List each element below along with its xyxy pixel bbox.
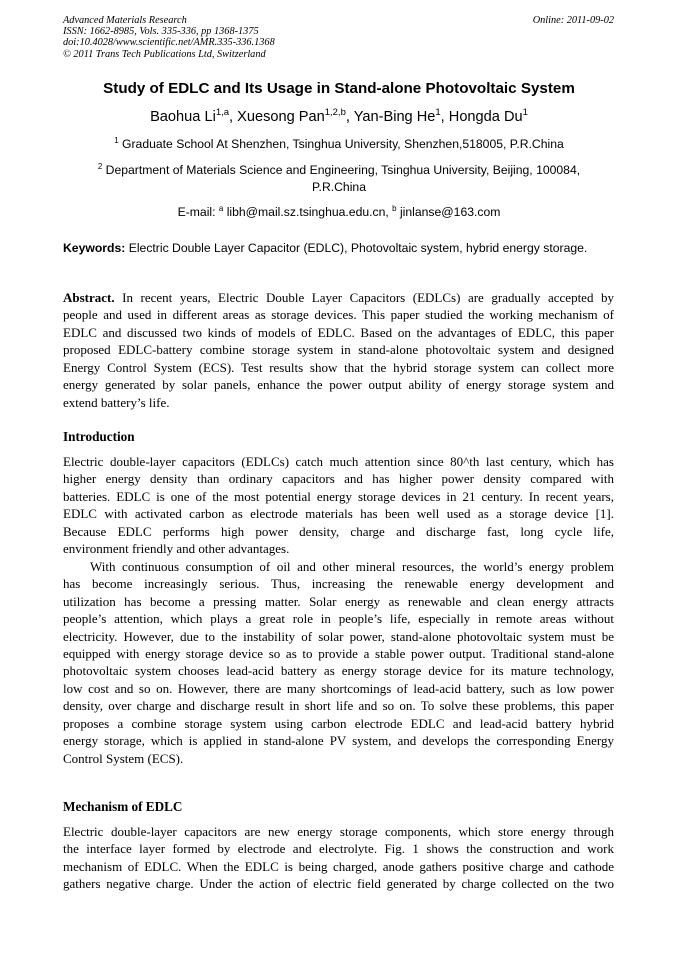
text-line: energy generated by solar panels, enhance the power output ability of energy storage system and (63, 377, 614, 393)
text-line: Electric double-layer capacitors (EDLCs) catch much attention since 80^th last century, which has (63, 454, 614, 469)
affiliation-text-cont: P.R.China (312, 180, 366, 194)
text-line: Abstract. In recent years, Electric Double Layer Capacitors (EDLCs) are gradually accepted by (63, 290, 614, 305)
author: Yan-Bing He$^1$ (353, 107, 441, 125)
email-sup: a (218, 203, 224, 213)
email-label: E-mail: (177, 205, 216, 219)
keywords-label: Keywords: (63, 241, 126, 255)
text-line: photovoltaic system chooses lead-acid battery as energy storage device for its mature technology, (63, 663, 614, 679)
email-a[interactable]: libh@mail.sz.tsinghua.edu.cn, (226, 205, 389, 219)
text-line: utilization has become a pressing matter. Solar energy as renewable and clean energy attracts (63, 593, 614, 609)
affiliation-sup: 1 (114, 135, 119, 145)
author-sup: 1 (435, 107, 441, 119)
text-line: Control System (ECS). (63, 750, 184, 766)
text-line: batteries. EDLC is one of the most potential energy storage devices in 21 century. In recent years, (63, 488, 614, 504)
section-heading: Mechanism of EDLC (63, 799, 183, 814)
text-line: Energy Control System (ECS). Test results show that the hybrid storage system can collect more (63, 359, 614, 375)
keywords-text: Electric Double Layer Capacitor (EDLC), Photovoltaic system, hybrid energy storage. (128, 241, 588, 255)
text-line: extend battery’s life. (63, 394, 170, 410)
text-line: EDLC and discussed two kinds of models of EDLC. Based on the advantages of EDLC, this paper (63, 324, 614, 340)
email-line (40, 204, 638, 221)
text-line: environment friendly and other advantages. (63, 541, 290, 557)
text-line: has become increasingly serious. Thus, increasing the renewable energy development and (63, 576, 614, 592)
author: Xuesong Pan$^{1,2,b}$ (237, 107, 346, 125)
text-line: proposed EDLC-battery combine storage system in stand-alone photovoltaic system and designed (63, 342, 614, 358)
text-line: energy storage, which is applied in stand-alone PV system, and develops the corresponding Energy (63, 733, 614, 749)
text-line: Because EDLC performs high power density, charge and discharge fast, long cycle life, (63, 523, 614, 539)
section-heading: Introduction (63, 429, 135, 444)
affiliation-sup: 2 (97, 161, 103, 171)
text-line: equipped with energy storage device so as to provide a stable power output. Traditional stand-alone (63, 645, 614, 661)
text-line: EDLC with activated carbon as electrode materials has been well used as a storage device [1]. (63, 506, 614, 522)
authors: Baohua Li$^{1,a}$, Xuesong Pan$^{1,2,b}$, Yan-Bing He$^1$, Hongda Du$^1$ (150, 107, 528, 125)
affiliation-2 (40, 162, 638, 196)
text-line: gathers negative charge. Under the action of electric field generated by charge collected on the two (63, 876, 614, 892)
author-sup: 1,2,b (324, 107, 346, 119)
abstract-label: Abstract. (63, 290, 115, 305)
text-line: With continuous consumption of oil and other mineral resources, the world’s energy problem (90, 558, 614, 574)
journal-header (63, 15, 275, 60)
affiliation-1 (40, 136, 638, 153)
affiliation-text: Graduate School At Shenzhen, Tsinghua University, Shenzhen,518005, P.R.China (122, 137, 564, 151)
author: Baohua Li$^{1,a}$ (150, 107, 229, 125)
text-line: density, over charge and discharge result in short life and so on. To solve these problems, this paper (63, 698, 614, 714)
text-line: mechanism of EDLC. When the EDLC is being charged, anode gathers positive charge and cathode (63, 858, 614, 874)
text-line: the interface layer formed by electrode and electrolyte. Fig. 1 shows the construction and work (63, 841, 614, 857)
section-body (63, 453, 614, 767)
copyright: © 2011 Trans Tech Publications Ltd, Switzerland (63, 48, 266, 60)
email-b[interactable]: jinlanse@163.com (399, 205, 501, 219)
text-line: people’s attention, which plays a great role in people’s life, especially in remote areas without (63, 611, 614, 627)
text-line: Electric double-layer capacitors are new energy storage components, which store energy through (63, 824, 614, 839)
online-date: Online: 2011-09-02 (532, 15, 614, 26)
abstract (63, 289, 614, 411)
text-line: higher energy density than ordinary capacitors and has higher power density compared with (63, 471, 614, 487)
keywords (63, 241, 587, 255)
paper-title: Study of EDLC and Its Usage in Stand-alone Photovoltaic System (103, 80, 575, 97)
author-sup: 1 (522, 107, 528, 119)
issn: ISSN: 1662-8985, Vols. 335-336, pp 1368-1375 (63, 26, 259, 38)
journal-name: Advanced Materials Research (63, 15, 187, 26)
email-sup: b (392, 203, 397, 213)
doi[interactable]: doi:10.4028/www.scientific.net/AMR.335-336.1368 (63, 37, 275, 49)
text-line: proposes a combine storage system using carbon electrode EDLC and lead-acid battery hybrid (63, 715, 614, 731)
section-body (63, 823, 614, 893)
affiliation-text: Department of Materials Science and Engineering, Tsinghua University, Beijing, 100084, (105, 163, 581, 177)
text-line: electricity. However, due to the instability of solar power, stand-alone photovoltaic system must be (63, 628, 614, 644)
author: Hongda Du$^1$ (448, 107, 528, 125)
text-line: low cost and so on. However, there are many shortcomings of lead-acid battery, such as low power (63, 680, 614, 696)
text-line: people and used in different areas as storage devices. This paper studied the working mechanism of (63, 307, 614, 323)
author-sup: 1,a (215, 107, 229, 119)
